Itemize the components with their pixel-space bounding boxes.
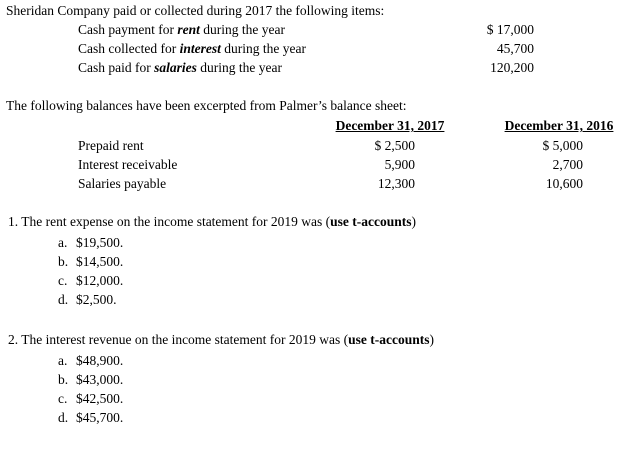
question-1-option-a: a. $19,500. [58, 235, 124, 250]
balance-2017-salaries-payable: 12,300 [377, 176, 415, 191]
intro-amount-interest: 45,700 [496, 41, 534, 56]
question-1-option-b: b. $14,500. [58, 254, 124, 269]
balance-label-prepaid-rent: Prepaid rent [78, 138, 144, 153]
question-2-stem: 2. The interest revenue on the income statement for 2019 was (use t-accounts) [8, 332, 435, 347]
question-1-option-c: c. $12,000. [58, 273, 124, 288]
column-header-2016: December 31, 2016 [504, 118, 614, 133]
intro-amount-rent: $ 17,000 [486, 22, 534, 37]
balance-2016-salaries-payable: 10,600 [545, 176, 583, 191]
question-2-option-c: c. $42,500. [58, 391, 124, 406]
intro-item-rent: Cash payment for rent during the year [78, 22, 285, 37]
intro-item-interest: Cash collected for interest during the year [78, 41, 306, 56]
question-2-option-b: b. $43,000. [58, 372, 124, 387]
balance-2016-prepaid-rent: $ 5,000 [542, 138, 583, 153]
question-1-option-d: d. $2,500. [58, 292, 117, 307]
balance-label-interest-receivable: Interest receivable [78, 157, 178, 172]
question-1-stem: 1. The rent expense on the income statement for 2019 was (use t-accounts) [8, 214, 417, 229]
balance-2017-interest-receivable: 5,900 [384, 157, 415, 172]
balance-2016-interest-receivable: 2,700 [552, 157, 583, 172]
column-header-2017: December 31, 2017 [335, 118, 445, 133]
intro-item-salaries: Cash paid for salaries during the year [78, 60, 282, 75]
balance-2017-prepaid-rent: $ 2,500 [374, 138, 415, 153]
intro-line: Sheridan Company paid or collected during 2017 the following items: [6, 3, 385, 18]
question-2-option-a: a. $48,900. [58, 353, 124, 368]
question-2-option-d: d. $45,700. [58, 410, 124, 425]
balance-label-salaries-payable: Salaries payable [78, 176, 167, 191]
balances-intro: The following balances have been excerpted from Palmer’s balance sheet: [6, 98, 407, 113]
intro-amount-salaries: 120,200 [490, 60, 534, 75]
